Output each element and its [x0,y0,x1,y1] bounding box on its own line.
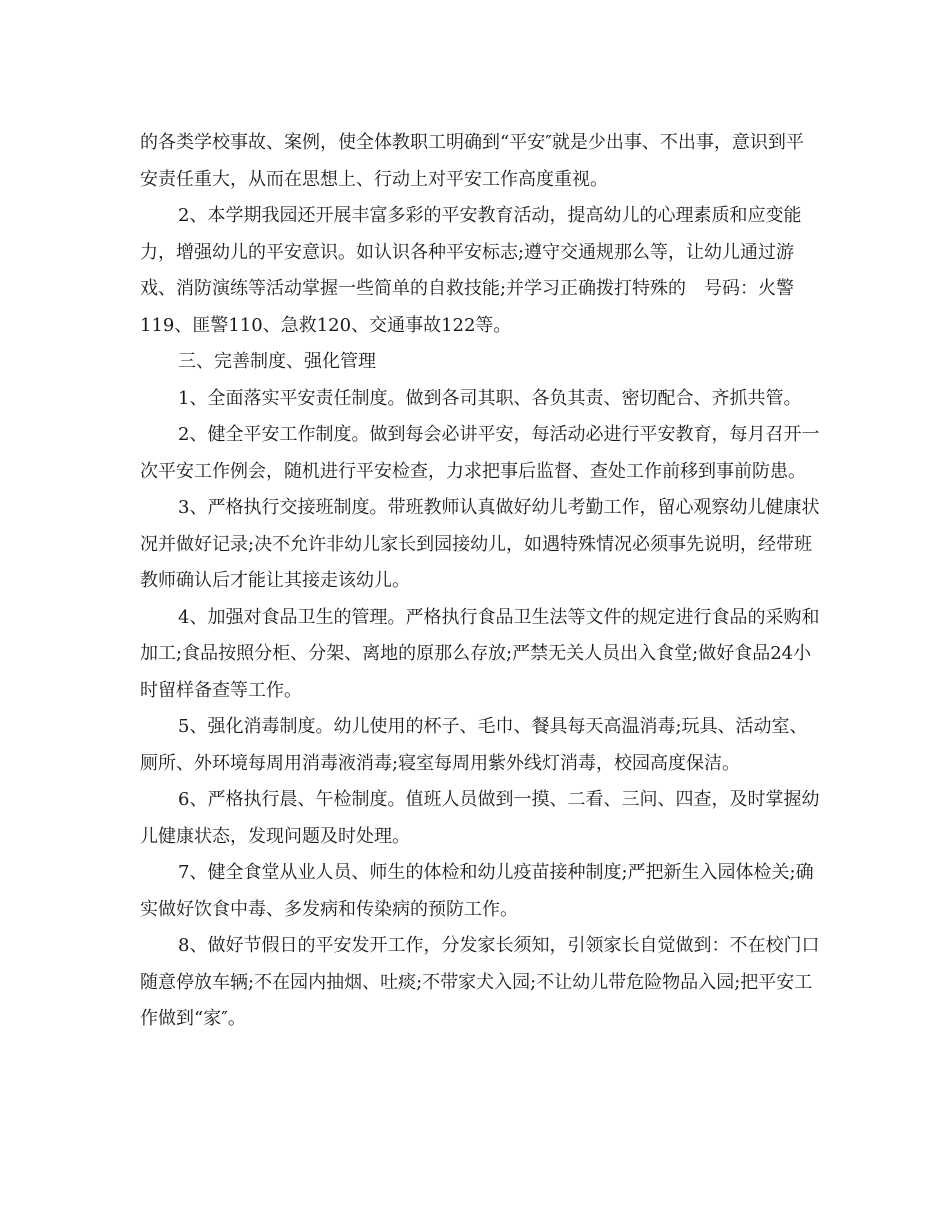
section-heading-3: 三、完善制度、强化管理 [178,351,376,372]
paragraph-item-8-holiday-safety: 8、做好节假日的平安发开工作，分发家长须知，引领家长自觉做到：不在校门口随意停放车辆;不在园内抽烟、吐痰;不带家犬入园;不让幼儿带危险物品入园;把平安工作做到“家″。 [140,935,820,1029]
paragraph-item-5-disinfection: 5、强化消毒制度。幼儿使用的杯子、毛巾、餐具每天高温消毒;玩具、活动室、厕所、外环境每周用消毒液消毒;寝室每周用紫外线灯消毒，校园高度保洁。 [140,716,808,774]
paragraph-item-3-shift-handover: 3、严格执行交接班制度。带班教师认真做好幼儿考勤工作，留心观察幼儿健康状况并做好记录;决不允许非幼儿家长到园接幼儿，如遇特殊情况必须事先说明，经带班教师确认后才能让其接走该幼儿。 [140,497,820,591]
paragraph-continuation: 的各类学校事故、案例，使全体教职工明确到“平安″就是少出事、不出事，意识到平安责任重大，从而在思想上、行动上对平安工作高度重视。 [140,132,804,190]
document-body [140,125,820,1038]
paragraph-item-1-responsibility: 1、全面落实平安责任制度。做到各司其职、各负其责、密切配合、齐抓共管。 [178,387,802,409]
paragraph-item-2-work-system: 2、健全平安工作制度。做到每会必讲平安，每活动必进行平安教育，每月召开一次平安工作例会，随机进行平安检查，力求把事后监督、查处工作前移到事前防患。 [140,424,820,482]
paragraph-item-2-safety-education: 2、本学期我园还开展丰富多彩的平安教育活动，提高幼儿的心理素质和应变能力，增强幼儿的平安意识。如认识各种平安标志;遵守交通规那么等，让幼儿通过游戏、消防演练等活动掌握一些简单的自救技能;并学习正确拨打特殊的 号码：火警119、匪警110、急救120、交通事故122等。 [140,205,802,336]
paragraph-item-6-health-check: 6、严格执行晨、午检制度。值班人员做到一摸、二看、三问、四查，及时掌握幼儿健康状态，发现问题及时处理。 [140,789,820,847]
paragraph-item-7-canteen-staff: 7、健全食堂从业人员、师生的体检和幼儿疫苗接种制度;严把新生入园体检关;确实做好饮食中毒、多发病和传染病的预防工作。 [140,862,814,920]
paragraph-item-4-food-hygiene: 4、加强对食品卫生的管理。严格执行食品卫生法等文件的规定进行食品的采购和加工;食品按照分柜、分架、离地的原那么存放;严禁无关人员出入食堂;做好食品24小时留样备查等工作。 [140,606,820,701]
